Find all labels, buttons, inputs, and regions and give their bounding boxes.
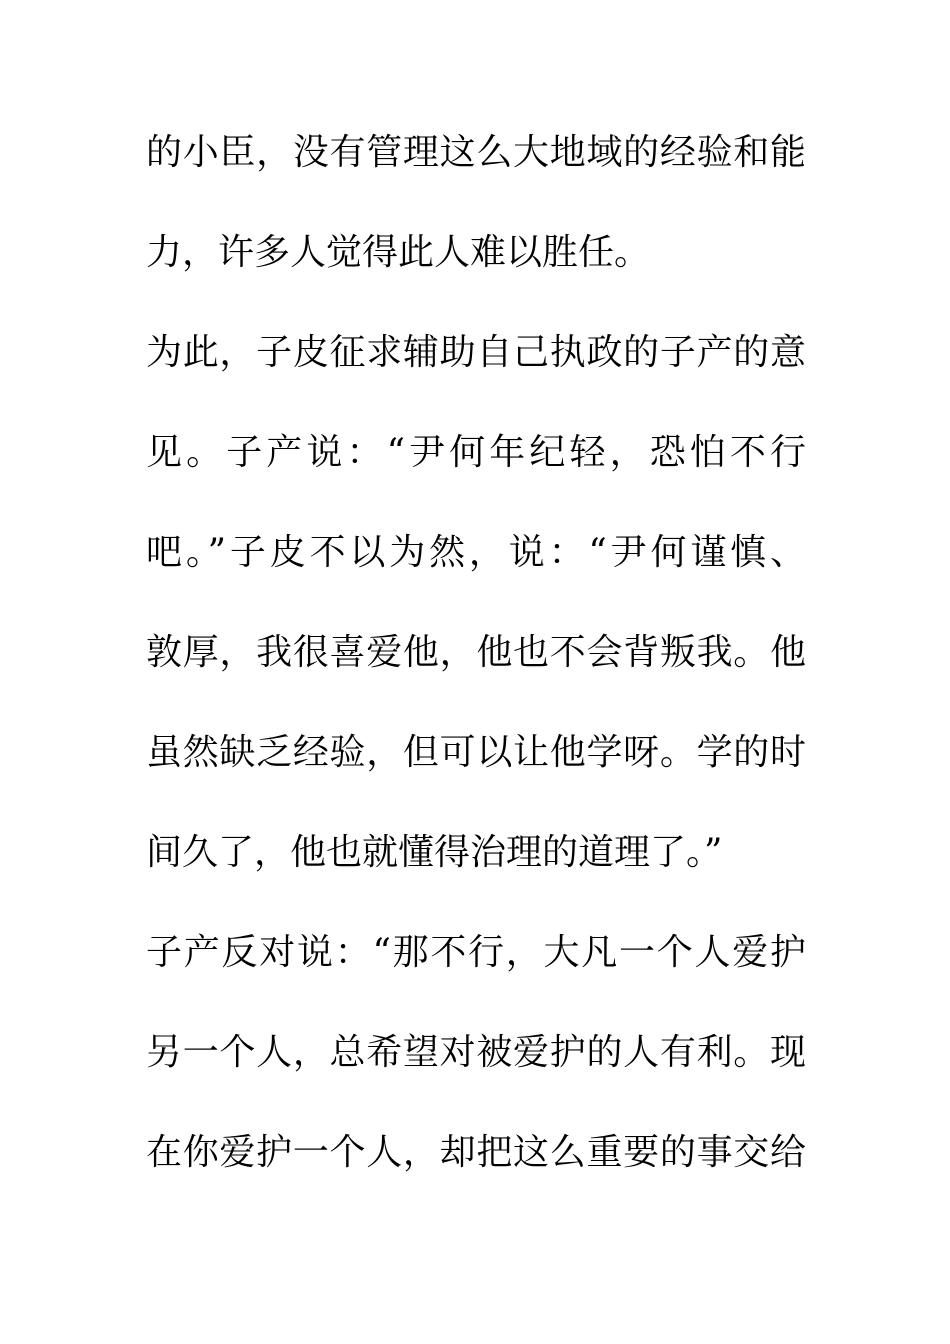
text-line-1: 的小臣，没有管理这么大地域的经验和能 bbox=[146, 132, 806, 173]
text-line-5: 吧。”子皮不以为然，说：“尹何谨慎、 bbox=[146, 532, 806, 573]
text-line-11: 在你爱护一个人，却把这么重要的事交给 bbox=[146, 1132, 806, 1173]
text-line-7: 虽然缺乏经验，但可以让他学呀。学的时 bbox=[146, 732, 806, 773]
text-line-9: 子产反对说：“那不行，大凡一个人爱护 bbox=[146, 932, 806, 973]
text-line-2: 力，许多人觉得此人难以胜任。 bbox=[146, 232, 651, 273]
text-line-3: 为此，子皮征求辅助自己执政的子产的意 bbox=[146, 332, 806, 373]
text-line-4: 见。子产说：“尹何年纪轻，恐怕不行 bbox=[146, 432, 806, 473]
text-line-10: 另一个人，总希望对被爱护的人有利。现 bbox=[146, 1032, 806, 1073]
text-line-8: 间久了，他也就懂得治理的道理了。” bbox=[146, 832, 723, 873]
text-line-6: 敦厚，我很喜爱他，他也不会背叛我。他 bbox=[146, 632, 806, 673]
